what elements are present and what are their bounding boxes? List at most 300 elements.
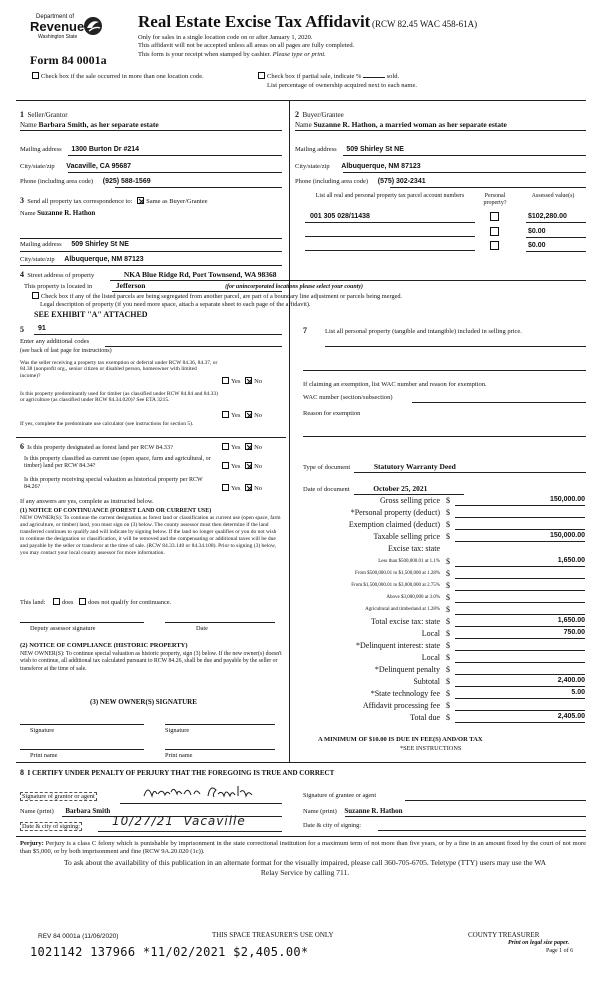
property-section-number: 4 [20,270,24,279]
parcel-assessed-value[interactable]: $0.00 [528,228,546,235]
dollar-sign: $ [446,605,450,614]
buyer-mailing-label: Mailing address [295,146,337,153]
land-use-code-line [34,334,282,335]
tax-row-label: Local [421,653,440,662]
wac-number-label: WAC number (section/subsection) [303,394,393,401]
tax-row-label: Local [421,629,440,638]
grantee-date-city-label: Date & city of signing: [303,822,362,829]
form-title: Real Estate Excise Tax Affidavit [138,12,371,31]
seller-city-value[interactable]: Vacaville, CA 95687 [66,163,132,170]
tax-row-value[interactable] [455,641,585,651]
form-title-block [138,12,588,32]
divider [16,437,286,438]
parcel-col-personal: Personal property? [483,193,507,206]
property-county-value[interactable]: Jefferson [115,281,146,290]
deputy-date-line [165,622,275,623]
tax-row-label: *State technology fee [370,689,440,698]
grantor-name-value[interactable]: Barbara Smith [65,807,111,815]
does-qualify-checkbox[interactable] [53,598,60,605]
seller-phone-row [20,178,151,186]
buyer-city-label: City/state/zip [295,163,330,170]
dor-dept-line: Department of [36,14,75,20]
tax-row [300,520,586,531]
seller-phone-value[interactable]: (925) 588-1569 [102,178,151,185]
dollar-sign: $ [446,581,450,590]
continuance-body: NEW OWNER(S): To continue the current designation as forest land or classification as current use (open space, farm and agriculture, or timber) land, you must sign on (3) below. The county assessor must then determine if the land transferred continues to qualify and will indicate by signing below. If the land no longer qualifies or you do not wish to continue the designation or classification, it will be removed and the compensating or additional taxes will be due and payable by the seller or transferor at the time of sale. (RCW 84.33.140 or 84.34.108). Prior to signing (3) below, you may contact your local county assessor for more information. [20,515,281,556]
forest-no-checkbox[interactable] [245,443,252,450]
owner-signature-label: Signature [165,727,190,734]
exemption-reason-label: Reason for exemption [303,410,361,417]
buyer-mailing-value[interactable]: 509 Shirley St NE [346,146,404,153]
predominate-use-note: If yes, complete the predominate use calculator (see instructions for section 5). [20,421,194,427]
tax-corr-section-number: 3 [20,196,24,205]
parcel-assessed-line [526,222,586,223]
deputy-date-label: Date [196,625,208,632]
document-date-value[interactable]: October 25, 2021 [373,484,428,493]
tax-row-value[interactable] [455,593,585,603]
tax-row [300,701,586,712]
tax-correspondence-row [20,196,207,205]
buyer-mailing-line [343,155,586,156]
divider [16,836,586,837]
tax-corr-city-line [20,265,282,266]
divider [16,762,586,763]
grantee-signature-line [405,800,586,801]
seller-name-label: Name [20,121,37,129]
property-street-value[interactable]: NKA Blue Ridge Rd, Port Townsend, WA 98368 [123,270,277,279]
tax-row [300,677,586,688]
parcel-assessed-value[interactable]: $0.00 [528,242,546,249]
historic-question: Is this property receiving special valuation as historical property per RCW 84.26? [24,477,203,490]
partial-sale-checkbox-row[interactable] [258,72,399,80]
tax-row-value[interactable] [455,520,585,530]
grantee-name-line [345,816,586,817]
property-county-row [24,282,363,291]
form-title-ref: (RCW 82.45 WAC 458-61A) [371,19,478,29]
tax-row-label: Taxable selling price [373,532,440,541]
tax-corr-city-value[interactable]: Albuquerque, NM 87123 [64,256,144,263]
notice-single-location: Only for sales in a single location code on or after January 1, 2020. [138,34,313,41]
parcel-number[interactable]: 001 305 028/11438 [310,213,370,220]
dollar-sign: $ [446,569,450,578]
buyer-phone-value[interactable]: (575) 302-2341 [377,178,426,185]
no-label: No [254,412,263,419]
tax-corr-name-row [20,209,95,217]
historic-no-checkbox[interactable] [245,484,252,491]
seller-mailing-label: Mailing address [20,146,62,153]
section5-number: 5 [20,325,24,334]
tax-row-value[interactable]: 150,000.00 [455,532,585,542]
current-use-yes-no [222,462,262,470]
dollar-sign: $ [446,677,450,686]
current-use-question: Is this property classified as current use (open space, farm and agricultural, or timber) land per RCW 84.34? [24,456,211,469]
owner-print-line [165,749,275,750]
owner-sig-line [165,724,275,725]
tax-corr-mailing-line [20,251,282,252]
grantor-date-city-label: Date & city of signing: [22,823,81,830]
header-notices [138,34,354,59]
buyer-heading [295,110,344,119]
exhibit-a-note[interactable]: SEE EXHIBIT "A" ATTACHED [34,310,148,319]
historic-yes-checkbox[interactable] [222,484,229,491]
tax-row-value[interactable]: 2,405.00 [455,713,585,723]
seller-phone-line [115,187,282,188]
personal-property-label: List all personal property (tangible and intangible) included in selling price. [325,328,522,335]
exemption-yes-checkbox[interactable] [222,377,229,384]
parcel-col-numbers: List all real and personal property tax parcel account numbers [315,193,465,199]
certify-statement [20,768,334,777]
tax-row-value[interactable] [455,605,585,615]
tax-row-label: Exemption claimed (deduct) [348,520,440,529]
tax-row-label: Gross selling price [380,496,440,505]
current-use-no-checkbox[interactable] [245,462,252,469]
dollar-sign: $ [446,713,450,722]
tax-row-label: Subtotal [413,677,440,686]
dollar-sign: $ [446,532,450,541]
tax-row [300,689,586,700]
tax-row-value[interactable] [455,508,585,518]
buyer-name-value[interactable]: Suzanne R. Hathon, a married woman as her separate estate [313,120,507,129]
seller-mailing-value[interactable]: 1300 Burton Dr #214 [71,146,140,153]
seller-mailing-row [20,146,139,154]
exemption-question: Was the seller receiving a property tax exemption or deferral under RCW 84.36, 84.37, or 84.38 (nonprofit org., senior citizen or disabled person, homeowner with limited income)? [20,360,218,379]
treasurer-use-only: THIS SPACE TREASURER'S USE ONLY [212,931,334,939]
form-number: Form 84 0001a [30,53,107,67]
does-not-qualify-checkbox[interactable] [79,598,86,605]
seller-heading-label: Seller/Grantor [27,111,68,119]
parcel-personal-checkbox[interactable] [490,227,499,236]
perjury-notice [20,840,586,857]
multi-location-label: Check box if the sale occurred in more than one location code. [41,73,204,80]
perjury-label: Perjury: [20,840,44,847]
grantee-name-value[interactable]: Suzanne R. Hathon [344,807,403,815]
partial-sale-label: Check box if partial sale, indicate % [267,73,362,80]
certify-text: I CERTIFY UNDER PENALTY OF PERJURY THAT THE FOREGOING IS TRUE AND CORRECT [27,769,335,777]
partial-sale-pct-field[interactable] [363,72,385,78]
tax-row-label: Total excise tax: state [371,617,440,626]
buyer-city-row [295,163,421,171]
grantor-signature-label: Signature of grantor or agent [22,793,95,800]
timber-question: Is this property predominantly used for timber (as classified under RCW 84.84 and 84.33) or agriculture (as classified under RCW 84.34.020)? See ETA 3215. [20,391,219,404]
tax-row-value[interactable] [455,701,585,711]
seller-heading [20,110,68,119]
tax-row-label: *Delinquent penalty [374,665,440,674]
see-back-note: (see back of last page for instructions) [20,348,112,354]
this-land-row [20,598,171,606]
tax-row [300,617,586,628]
dollar-sign: $ [446,653,450,662]
owner-sig-line [20,724,144,725]
owner-print-line [20,749,144,750]
dor-logo [30,14,104,48]
buyer-name-row [295,121,507,130]
notice-not-accepted: This affidavit will not be accepted unless all areas on all pages are fully completed. [138,42,355,50]
tax-row [300,605,586,616]
notice-receipt-text: This form is your receipt when stamped by cashier. [138,50,272,58]
parcel-personal-checkbox[interactable] [490,241,499,250]
tax-row-label: Less than $500,000.01 at 1.1% [378,559,440,564]
buyer-heading-label: Buyer/Grantee [302,111,344,119]
tax-corr-mailing-value[interactable]: 509 Shirley St NE [71,241,129,248]
if-yes-note: If any answers are yes, complete as instructed below. [20,498,154,505]
tax-row-value[interactable] [455,581,585,591]
tax-row [300,641,586,652]
tax-corr-city-row [20,256,144,264]
forest-land-question-text: Is this property designated as forest land per RCW 84.33? [27,444,173,451]
county-treasurer: COUNTY TREASURER [468,931,540,939]
tax-row [300,569,586,580]
owner-signature-label: Signature [30,727,55,734]
dollar-sign: $ [446,701,450,710]
tax-row [300,581,586,592]
tax-row [300,544,586,555]
no-label: No [254,463,263,470]
tax-row-value[interactable]: 750.00 [455,629,585,639]
yes-label: Yes [231,412,241,419]
dor-state-line: Washington State [38,34,78,40]
compliance-title: (2) NOTICE OF COMPLIANCE (HISTORIC PROPERTY) [20,642,188,649]
does-not-label: does not qualify for continuance. [88,599,172,606]
tax-row-value[interactable]: 150,000.00 [455,496,585,506]
segregated-checkbox-row[interactable] [32,292,402,300]
segregated-label: Check box if any of the listed parcels are being segregated from another parcel, are part of a boundary line adjustment or parcels being merged. [41,293,403,300]
forest-yes-checkbox[interactable] [222,443,229,450]
seller-name-value[interactable]: Barbara Smith, as her separate estate [38,120,159,129]
dor-revenue-word: Revenue [30,19,85,34]
parcel-line [305,236,475,237]
dollar-sign: $ [446,689,450,698]
tax-row [300,629,586,640]
tax-row [300,653,586,664]
seller-name-row [20,121,159,130]
seller-city-label: City/state/zip [20,163,55,170]
tax-corr-name-value[interactable]: Suzanne R. Hathon [37,209,96,217]
deputy-sig-label: Deputy assessor signature [30,625,96,632]
buyer-name-line [295,130,586,131]
partial-sale-checkbox[interactable] [258,72,265,79]
tax-row-value[interactable]: 5.00 [455,689,585,699]
seller-phone-label: Phone (including area code) [20,178,94,185]
tax-row [300,508,586,519]
exemption-reason-line [303,436,586,437]
page-number: Page 1 of 6 [546,948,574,954]
no-label: No [254,444,263,451]
availability-notice: To ask about the availability of this publication in an alternate format for the visually impaired, please call 360-705-6705. Teletype (TTY) users may use the WA Relay Service by calling 711. [63,858,547,877]
dor-swirl-icon [82,16,104,36]
timber-yes-checkbox[interactable] [222,411,229,418]
grantee-name-label: Name (print) [303,808,337,815]
personal-property-line [325,346,586,347]
cashier-stamp: 1021142 137966 *11/02/2021 $2,405.00* [30,945,309,959]
parcel-line [305,250,475,251]
document-type-line [354,472,586,473]
grantor-signature-line [120,803,282,804]
document-type-value[interactable]: Statutory Warranty Deed [373,462,456,471]
section7-number: 7 [303,326,307,335]
tax-row-label: *Delinquent interest: state [356,641,440,650]
dollar-sign: $ [446,617,450,626]
tax-row-value[interactable] [455,569,585,579]
tax-corr-name-line [20,238,282,239]
grantor-date-city-value[interactable]: 10/27/21 Vacaville [112,814,246,828]
tax-row-label: From $500,000.01 to $1,500,000 at 1.28% [355,571,440,576]
yes-label: Yes [231,463,241,470]
deputy-sig-line [20,622,144,623]
dollar-sign: $ [446,641,450,650]
same-as-buyer-checkbox[interactable] [137,197,144,204]
buyer-city-line [343,172,586,173]
dollar-sign: $ [446,665,450,674]
dollar-sign: $ [446,496,450,505]
tax-row-label: Excise tax: state [388,544,440,553]
property-unincorporated-note: (for unincorporated locations please select your county) [225,284,364,290]
no-label: No [254,378,263,385]
yes-label: Yes [231,444,241,451]
tax-row-label: Above $3,000,000 at 3.0% [386,595,440,600]
document-date-line [354,494,464,495]
tax-corr-mailing-label: Mailing address [20,241,62,248]
grantor-date-line [98,831,282,832]
dollar-sign: $ [446,520,450,529]
document-date-label: Date of document [303,486,350,493]
see-instructions-note: *SEE INSTRUCTIONS [400,745,462,752]
exemption-wac-label: If claiming an exemption, list WAC number and reason for exemption. [303,381,487,388]
new-owner-sig-title: (3) NEW OWNER(S) SIGNATURE [90,698,197,706]
buyer-name-label: Name [295,121,312,129]
rev-number: REV 84 0001a (11/06/2020) [38,933,119,940]
tax-row-value[interactable]: 1,650.00 [455,617,585,627]
wac-number-line [412,402,586,403]
tax-row-label: Affidavit processing fee [362,701,440,710]
buyer-mailing-row [295,146,404,154]
seller-mailing-line [68,155,282,156]
tax-row-value[interactable] [455,653,585,663]
owner-print-label: Print name [30,752,58,759]
document-type-row [303,463,456,472]
forest-land-question [20,442,220,451]
grantee-signature-label: Signature of grantee or agent [303,792,377,799]
parcel-personal-checkbox[interactable] [490,212,499,221]
document-date-row [303,485,427,494]
no-label: No [254,485,263,492]
parcel-assessed-line [526,251,586,252]
tax-row-value[interactable] [455,665,585,675]
grantor-name-row [20,807,110,815]
section8-number: 8 [20,768,24,777]
perjury-text: Perjury is a class C felony which is punishable by imprisonment in the state correctional institution for a maximum term of not more than five years, or by a fine in an amount fixed by the court of not more than $5,000, or by both imprisonment and fine (RCW 9A.20.020 (1c)). [20,840,587,856]
document-type-label: Type of document [303,464,351,471]
exemption-no-checkbox[interactable] [245,377,252,384]
current-use-yes-checkbox[interactable] [222,462,229,469]
segregated-checkbox[interactable] [32,292,39,299]
tax-corr-mailing-row [20,241,129,249]
legal-description-label: Legal description of property (if you need more space, attach a separate sheet to each page of the affidavit). [40,301,311,308]
dollar-sign: $ [446,629,450,638]
tax-row-label: From $1,500,000.01 to $3,000,000 at 2.75% [351,583,440,588]
parcel-assessed-line [526,237,586,238]
seller-name-line [20,130,282,131]
list-percentage-note: List percentage of ownership acquired next to each name. [267,82,417,89]
divider [16,100,586,101]
dollar-sign: $ [446,508,450,517]
legal-size-note: Print on legal size paper. [508,940,570,946]
dollar-sign: $ [446,557,450,566]
owner-print-label: Print name [165,752,193,759]
minimum-fee-note: A MINIMUM OF $10.00 IS DUE IN FEE(S) AND/OR TAX [318,736,483,743]
seller-section-number: 1 [20,110,24,119]
continuance-title: (1) NOTICE OF CONTINUANCE (FOREST LAND OR CURRENT USE) [20,508,212,514]
timber-yes-no [222,411,262,419]
tax-row-label: Agricultural and timberland at 1.28% [365,607,440,612]
dollar-sign: $ [446,593,450,602]
exemption-yes-no [222,377,262,385]
tax-row-value[interactable]: 2,400.00 [455,677,585,687]
notice-receipt [138,51,354,59]
tax-row [300,665,586,676]
grantee-name-row [303,807,403,815]
timber-no-checkbox[interactable] [245,411,252,418]
tax-row [300,713,586,724]
center-divider [289,318,290,762]
notice-type-print: Please type or print. [272,50,326,58]
parcel-row [310,213,370,221]
additional-codes-label: Enter any additional codes [20,338,90,345]
tax-row [300,496,586,507]
forest-yes-no [222,443,262,451]
seller-city-row [20,163,131,171]
tax-corr-name-label: Name [20,210,36,217]
property-located-label: This property is located in [24,283,93,290]
buyer-section-number: 2 [295,110,299,119]
section6-number: 6 [20,442,24,451]
buyer-phone-line [390,187,586,188]
same-as-buyer-label: Same as Buyer/Grantee [146,198,208,205]
property-street-line [110,280,586,281]
property-street-row [20,270,276,280]
this-land-label: This land: [20,599,46,606]
compliance-body: NEW OWNER(S): To continue special valuation as historic property, sign (3) below. If the new owner(s) doesn't wish to continue, all additional tax calculated pursuant to RCW 84.26, shall be due and payable by the seller or transferor at the time of sale. [20,651,282,672]
grantor-name-label: Name (print) [20,808,54,815]
tax-row [300,593,586,604]
buyer-city-value[interactable]: Albuquerque, NM 87123 [341,163,421,170]
multi-location-checkbox-row[interactable] [32,72,204,80]
tax-row [300,557,586,568]
tax-row [300,532,586,543]
yes-label: Yes [231,378,241,385]
does-label: does [61,599,74,606]
land-use-code[interactable]: 91 [38,325,46,332]
historic-yes-no [222,484,262,492]
parcel-col-assessed: Assessed value(s) [531,193,575,199]
personal-property-line [303,370,586,371]
additional-codes-line [105,346,282,347]
tax-corr-city-label: City/state/zip [20,256,55,263]
tax-row-label: *Personal property (deduct) [350,508,440,517]
parcel-line [305,222,475,223]
property-street-label: Street address of property [27,272,95,279]
parcel-assessed-value[interactable]: $102,280.00 [528,213,567,220]
buyer-phone-row [295,178,426,186]
tax-row-label: Total due [410,713,440,722]
sold-label: sold. [386,73,400,80]
tax-corr-label: Send all property tax correspondence to: [27,198,133,205]
buyer-phone-label: Phone (including area code) [295,178,369,185]
grantee-date-line [378,830,586,831]
yes-label: Yes [231,485,241,492]
tax-row-value[interactable]: 1,650.00 [455,557,585,567]
multi-location-checkbox[interactable] [32,72,39,79]
seller-city-line [68,172,282,173]
